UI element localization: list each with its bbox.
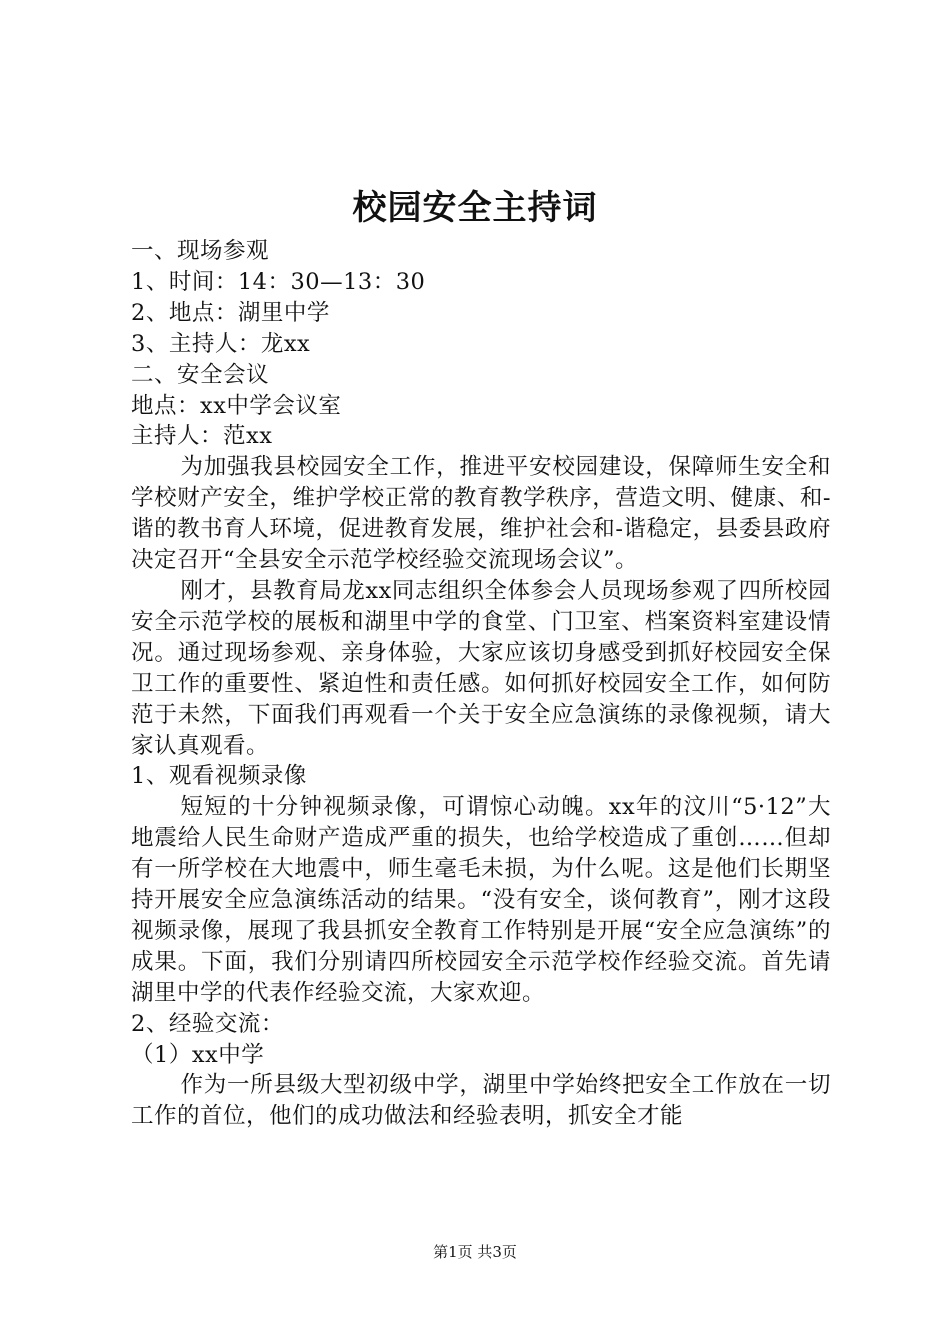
paragraph-school-experience: 作为一所县级大型初级中学，湖里中学始终把安全工作放在一切工作的首位，他们的成功做法和经验表明，抓安全才能 bbox=[131, 1072, 831, 1130]
paragraph-site-visit-summary: 刚才，县教育局龙xx同志组织全体参会人员现场参观了四所校园安全示范学校的展板和湖里中学的食堂、门卫室、档案资料室建设情况。通过现场参观、亲身体验，大家应该切身感受到抓好校园安全保卫工作的重要性、紧迫性和责任感。如何抓好校园安全工作，如何防范于未然，下面我们再观看一个关于安全应急演练的录像视频，请大家认真观看。 bbox=[131, 577, 831, 759]
section-heading-site-visit: 一、现场参观 bbox=[131, 238, 270, 264]
paragraph-intro: 为加强我县校园安全工作，推进平安校园建设，保障师生安全和学校财产安全，维护学校正常的教育教学秩序，营造文明、健康、和-谐的教书育人环境，促进教育发展，维护社会和-谐稳定，县委县政府决定召开“全县安全示范学校经验交流现场会议”。 bbox=[131, 454, 831, 574]
info-line-location: 2、地点：湖里中学 bbox=[131, 299, 330, 326]
info-line-time: 1、时间：14：30—13：30 bbox=[131, 268, 426, 295]
paragraph-video: 短短的十分钟视频录像，可谓惊心动魄。xx年的汶川“5·12”大地震给人民生命财产造成严重的损失，也给学校造成了重创……但却有一所学校在大地震中，师生毫毛未损，为什么呢。这是他们长期坚持开展安全应急演练活动的结果。“没有安全，谈何教育”，刚才这段视频录像，展现了我县抓安全教育工作特别是开展“安全应急演练”的成果。下面，我们分别请四所校园安全示范学校作经验交流。首先请湖里中学的代表作经验交流，大家欢迎。 bbox=[131, 794, 831, 1006]
subheading-exchange: 2、经验交流： bbox=[131, 1010, 284, 1037]
section-heading-safety-meeting: 二、安全会议 bbox=[131, 361, 270, 388]
document-body bbox=[131, 236, 831, 1132]
info-line-meeting-host: 主持人：范xx bbox=[131, 423, 273, 450]
page-footer: 第1页 共3页 bbox=[433, 1243, 517, 1261]
info-line-host: 3、主持人：龙xx bbox=[131, 330, 311, 357]
document-title: 校园安全主持词 bbox=[352, 188, 598, 228]
subheading-school: （1）xx中学 bbox=[131, 1041, 265, 1068]
subheading-video: 1、观看视频录像 bbox=[131, 763, 307, 790]
info-line-meeting-location: 地点：xx中学会议室 bbox=[131, 392, 342, 419]
